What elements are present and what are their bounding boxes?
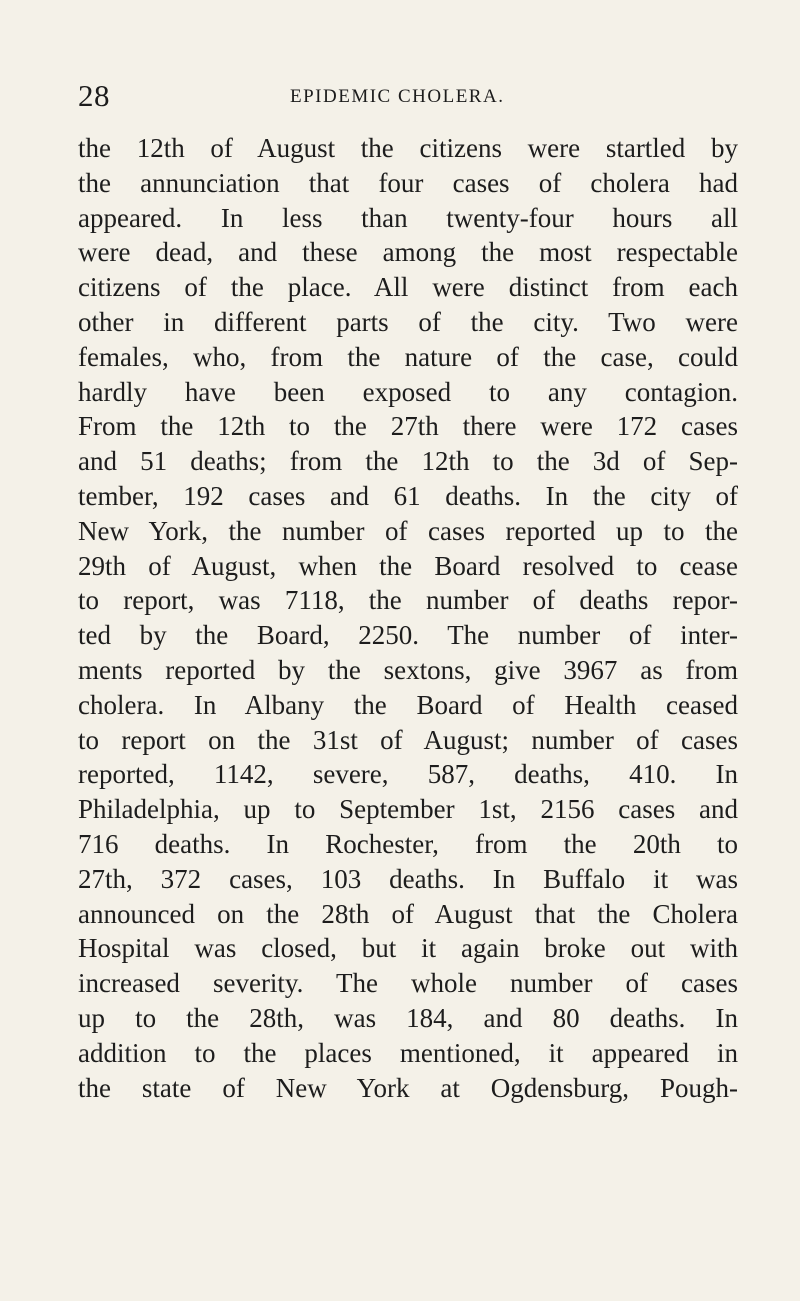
text-line: 29th of August, when the Board resolved to cease: [78, 550, 738, 581]
text-line: announced on the 28th of August that the Cholera: [78, 898, 738, 929]
text-line: tember, 192 cases and 61 deaths. In the city of: [78, 480, 738, 511]
text-line: and 51 deaths; from the 12th to the 3d of Sep-: [78, 446, 738, 477]
text-line: ted by the Board, 2250. The number of inter-: [78, 620, 738, 651]
text-line: females, who, from the nature of the case, could: [78, 341, 738, 372]
text-line: to report, was 7118, the number of deaths repor-: [78, 585, 738, 616]
text-line: 27th, 372 cases, 103 deaths. In Buffalo it was: [78, 863, 738, 894]
text-line: citizens of the place. All were distinct from each: [78, 272, 738, 303]
page-number: 28: [78, 78, 110, 113]
text-line: other in different parts of the city. Two were: [78, 306, 738, 337]
text-line: to report on the 31st of August; number of cases: [78, 724, 738, 755]
running-title: EPIDEMIC CHOLERA.: [290, 86, 505, 107]
text-line: Hospital was closed, but it again broke out with: [78, 933, 738, 964]
text-line: 716 deaths. In Rochester, from the 20th to: [78, 828, 738, 859]
text-line: ments reported by the sextons, give 3967 as from: [78, 654, 738, 685]
text-line: the 12th of August the citizens were startled by: [78, 133, 738, 163]
text-line: reported, 1142, severe, 587, deaths, 410. In: [78, 759, 738, 790]
page-header: [78, 78, 728, 118]
text-line: the annunciation that four cases of cholera had: [78, 167, 738, 198]
text-line: hardly have been exposed to any contagion.: [78, 376, 738, 407]
text-line: addition to the places mentioned, it appeared in: [78, 1037, 738, 1068]
text-line: up to the 28th, was 184, and 80 deaths. In: [78, 1002, 738, 1033]
text-line: Philadelphia, up to September 1st, 2156 cases and: [78, 794, 738, 825]
text-line: New York, the number of cases reported up to the: [78, 515, 738, 546]
text-line: appeared. In less than twenty-four hours all: [78, 202, 738, 233]
body-text: [78, 131, 738, 1105]
text-line: increased severity. The whole number of cases: [78, 968, 738, 999]
text-line: the state of New York at Ogdensburg, Pough-: [78, 1072, 738, 1103]
text-line: From the 12th to the 27th there were 172 cases: [78, 411, 738, 442]
text-line: were dead, and these among the most respectable: [78, 237, 738, 268]
text-line: cholera. In Albany the Board of Health ceased: [78, 689, 738, 720]
